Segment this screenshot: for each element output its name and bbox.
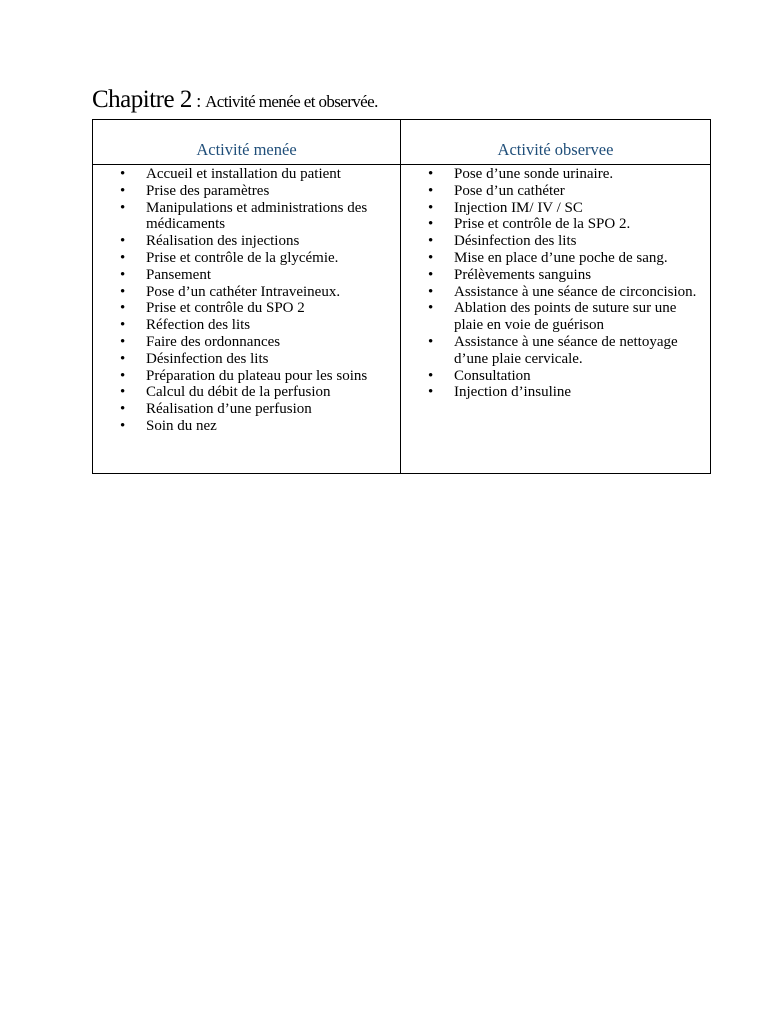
list-item: • Ablation des points de suture sur une plaie en voie de guérison <box>454 300 710 334</box>
heading-subtitle: Activité menée et observée. <box>205 92 378 111</box>
heading-separator: : <box>191 91 206 112</box>
list-item: • Préparation du plateau pour les soins <box>146 368 400 385</box>
activity-observed-cell <box>401 165 711 474</box>
list-item: • Pansement <box>146 267 400 284</box>
table-header-row <box>93 120 711 165</box>
list-item: • Faire des ordonnances <box>146 334 400 351</box>
list-item: • Réalisation des injections <box>146 233 400 250</box>
list-item: • Assistance à une séance de circoncision. <box>454 284 710 301</box>
list-item: • Désinfection des lits <box>454 233 710 250</box>
list-item: • Consultation <box>454 368 710 385</box>
list-item: • Prise des paramètres <box>146 183 400 200</box>
list-item: • Mise en place d’une poche de sang. <box>454 250 710 267</box>
list-item: • Désinfection des lits <box>146 351 400 368</box>
list-item: • Assistance à une séance de nettoyage d’une plaie cervicale. <box>454 334 710 368</box>
list-item: • Prise et contrôle du SPO 2 <box>146 300 400 317</box>
activity-observed-list <box>401 166 710 401</box>
list-item: • Manipulations et administrations des médicaments <box>146 200 400 234</box>
list-item: • Accueil et installation du patient <box>146 166 400 183</box>
list-item: • Pose d’un cathéter Intraveineux. <box>146 284 400 301</box>
table-body-row <box>93 165 711 474</box>
activity-table <box>92 119 711 474</box>
header-activity-observed: Activité observee <box>401 120 711 165</box>
chapter-title: Chapitre 2 <box>92 86 192 113</box>
list-item: • Réfection des lits <box>146 317 400 334</box>
list-item: • Injection d’insuline <box>454 384 710 401</box>
list-item: • Calcul du débit de la perfusion <box>146 384 400 401</box>
list-item: • Prélèvements sanguins <box>454 267 710 284</box>
list-item: • Pose d’un cathéter <box>454 183 710 200</box>
header-activity-done: Activité menée <box>93 120 401 165</box>
list-item: • Réalisation d’une perfusion <box>146 401 400 418</box>
list-item: • Injection IM/ IV / SC <box>454 200 710 217</box>
activity-done-cell <box>93 165 401 474</box>
list-item: • Pose d’une sonde urinaire. <box>454 166 710 183</box>
list-item: • Soin du nez <box>146 418 400 435</box>
list-item: • Prise et contrôle de la glycémie. <box>146 250 400 267</box>
list-item: • Prise et contrôle de la SPO 2. <box>454 216 710 233</box>
page-heading <box>92 86 378 114</box>
activity-done-list <box>93 166 400 435</box>
